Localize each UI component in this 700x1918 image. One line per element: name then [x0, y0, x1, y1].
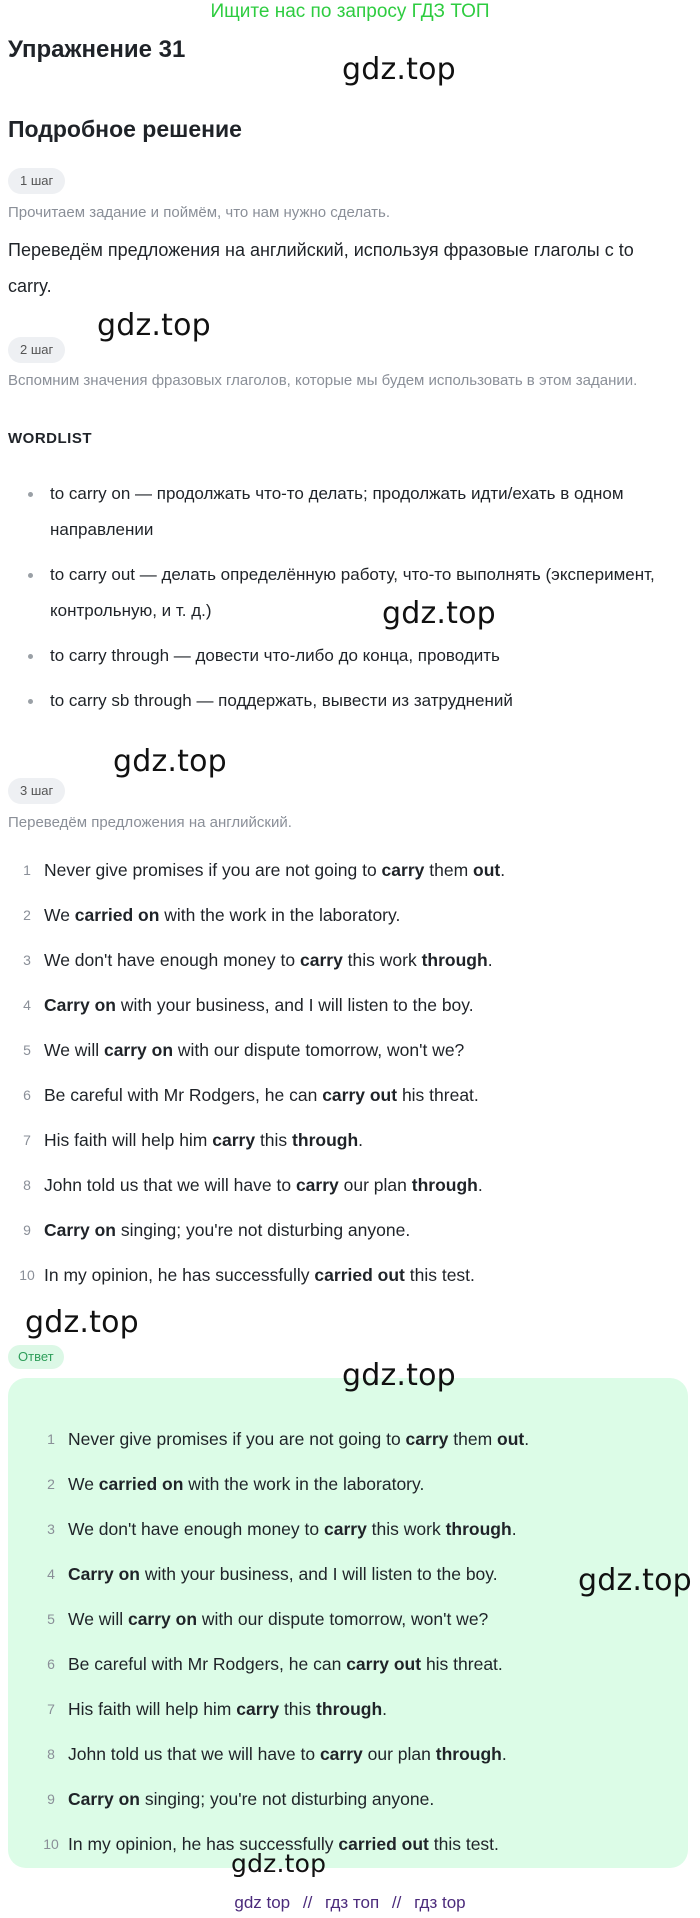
phrasal-verb: Carry on	[44, 995, 116, 1015]
phrasal-verb: through	[411, 1175, 478, 1195]
footer-link[interactable]: гдз топ	[325, 1893, 380, 1912]
answer-sentence-list	[38, 1417, 658, 1867]
phrasal-verb: carry on	[127, 1609, 198, 1629]
watermark: gdz.top	[113, 744, 227, 779]
sentence-item	[14, 1163, 674, 1208]
sentence-item	[14, 1253, 674, 1298]
sentence-number: 9	[47, 1791, 55, 1807]
wordlist-heading: WORDLIST	[8, 430, 92, 447]
sentence-item	[38, 1732, 658, 1777]
phrasal-verb: Carry on	[68, 1564, 140, 1584]
sentence-text: In my opinion, he has successfully carried out this test.	[68, 1834, 499, 1854]
page-title: Упражнение 31	[8, 36, 186, 63]
sentence-number: 6	[23, 1087, 31, 1103]
phrasal-verb: carry	[381, 860, 425, 880]
phrasal-verb: Carry on	[44, 1220, 116, 1240]
wordlist-item: to carry out — делать определённую работу, что-то выполнять (эксперимент, контрольную, и т. д.)	[30, 557, 680, 629]
phrasal-verb: carry	[319, 1744, 363, 1764]
sentence-number: 2	[23, 907, 31, 923]
sentence-text: We carried on with the work in the laboratory.	[68, 1474, 425, 1494]
sentence-text: John told us that we will have to carry our plan through.	[68, 1744, 507, 1764]
sentence-number: 2	[47, 1476, 55, 1492]
phrasal-verb: carried on	[98, 1474, 184, 1494]
sentence-number: 5	[47, 1611, 55, 1627]
phrasal-verb: carry out	[322, 1085, 398, 1105]
footer-separator: //	[302, 1893, 313, 1912]
sentence-text: In my opinion, he has successfully carried out this test.	[44, 1265, 475, 1285]
sentence-number: 5	[23, 1042, 31, 1058]
watermark: gdz.top	[231, 1849, 327, 1878]
sentence-number: 10	[19, 1267, 35, 1283]
phrasal-verb: out	[473, 860, 501, 880]
sentence-number: 8	[23, 1177, 31, 1193]
step2-hint: Вспомним значения фразовых глаголов, которые мы будем использовать в этом задании.	[8, 372, 638, 389]
sentence-text: His faith will help him carry this through.	[68, 1699, 388, 1719]
step-badge-3: 3 шаг	[8, 778, 65, 804]
step3-hint: Переведём предложения на английский.	[8, 814, 292, 831]
sentence-item	[38, 1822, 658, 1867]
sentence-text: Carry on with your business, and I will listen to the boy.	[44, 995, 474, 1015]
sentence-text: We carried on with the work in the laboratory.	[44, 905, 401, 925]
sentence-number: 7	[23, 1132, 31, 1148]
sentence-number: 9	[23, 1222, 31, 1238]
sentence-number: 4	[23, 997, 31, 1013]
phrasal-verb: through	[421, 950, 488, 970]
sentence-item	[38, 1507, 658, 1552]
footer-link[interactable]: gdz top	[234, 1893, 291, 1912]
phrasal-verb: through	[292, 1130, 359, 1150]
phrasal-verb: carry out	[346, 1654, 422, 1674]
sentence-item	[38, 1417, 658, 1462]
sentence-number: 4	[47, 1566, 55, 1582]
step1-hint: Прочитаем задание и поймём, что нам нужно сделать.	[8, 204, 391, 221]
phrasal-verb: through	[316, 1699, 383, 1719]
sentence-text: Carry on singing; you're not disturbing anyone.	[68, 1789, 435, 1809]
sentence-text: Carry on with your business, and I will listen to the boy.	[68, 1564, 498, 1584]
sentence-text: We don't have enough money to carry this work through.	[68, 1519, 517, 1539]
phrasal-verb: Carry on	[68, 1789, 140, 1809]
answer-badge: Ответ	[8, 1345, 64, 1369]
wordlist	[30, 476, 680, 728]
sentence-text: His faith will help him carry this through.	[44, 1130, 364, 1150]
step-badge-1: 1 шаг	[8, 168, 65, 194]
sentence-item	[14, 938, 674, 983]
sentence-number: 8	[47, 1746, 55, 1762]
sentence-number: 7	[47, 1701, 55, 1717]
sentence-item	[14, 1118, 674, 1163]
phrasal-verb: through	[435, 1744, 502, 1764]
sentence-item	[38, 1552, 658, 1597]
sentence-item	[14, 1073, 674, 1118]
sentence-item	[38, 1687, 658, 1732]
sentence-text: Be careful with Mr Rodgers, he can carry out his threat.	[68, 1654, 503, 1674]
sentence-text: John told us that we will have to carry our plan through.	[44, 1175, 483, 1195]
sentence-number: 1	[23, 862, 31, 878]
watermark: gdz.top	[382, 596, 496, 631]
sentence-item	[14, 893, 674, 938]
phrasal-verb: carry	[299, 950, 343, 970]
phrasal-verb: out	[497, 1429, 525, 1449]
phrasal-verb: carry on	[103, 1040, 174, 1060]
sentence-text: Be careful with Mr Rodgers, he can carry out his threat.	[44, 1085, 479, 1105]
wordlist-item: to carry on — продолжать что-то делать; продолжать идти/ехать в одном направлении	[30, 476, 680, 548]
sentence-item	[14, 848, 674, 893]
phrasal-verb: carry	[236, 1699, 280, 1719]
wordlist-item: to carry sb through — поддержать, вывести из затруднений	[30, 683, 680, 719]
sentence-item	[14, 983, 674, 1028]
sentence-item	[38, 1462, 658, 1507]
sentence-text: Carry on singing; you're not disturbing anyone.	[44, 1220, 411, 1240]
sentence-text: We will carry on with our dispute tomorrow, won't we?	[44, 1040, 465, 1060]
sentence-number: 10	[43, 1836, 59, 1852]
sentence-number: 6	[47, 1656, 55, 1672]
phrasal-verb: carry	[405, 1429, 449, 1449]
phrasal-verb: carried on	[74, 905, 160, 925]
step1-text: Переведём предложения на английский, используя фразовые глаголы с to carry.	[8, 240, 634, 296]
phrasal-verb: through	[445, 1519, 512, 1539]
step-badge-2: 2 шаг	[8, 337, 65, 363]
sentence-text: We will carry on with our dispute tomorrow, won't we?	[68, 1609, 489, 1629]
footer-link[interactable]: гдз top	[414, 1893, 466, 1912]
sentence-number: 3	[23, 952, 31, 968]
search-banner: Ищите нас по запросу ГДЗ ТОП	[210, 1, 490, 22]
watermark: gdz.top	[25, 1305, 139, 1340]
watermark: gdz.top	[342, 1358, 456, 1393]
solution-sentence-list	[14, 848, 674, 1298]
sentence-text: Never give promises if you are not going to carry them out.	[44, 860, 506, 880]
wordlist-item: to carry through — довести что-либо до конца, проводить	[30, 638, 680, 674]
sentence-item	[14, 1028, 674, 1073]
sentence-number: 3	[47, 1521, 55, 1537]
sentence-text: We don't have enough money to carry this work through.	[44, 950, 493, 970]
sentence-number: 1	[47, 1431, 55, 1447]
sentence-item	[38, 1597, 658, 1642]
sentence-item	[38, 1642, 658, 1687]
sentence-text: Never give promises if you are not going to carry them out.	[68, 1429, 530, 1449]
phrasal-verb: carry	[295, 1175, 339, 1195]
footer-separator: //	[391, 1893, 402, 1912]
sentence-item	[38, 1777, 658, 1822]
phrasal-verb: carry	[323, 1519, 367, 1539]
sentence-item	[14, 1208, 674, 1253]
phrasal-verb: carried out	[338, 1834, 429, 1854]
phrasal-verb: carry	[212, 1130, 256, 1150]
watermark: gdz.top	[342, 52, 456, 87]
watermark: gdz.top	[97, 308, 211, 343]
watermark: gdz.top	[578, 1563, 692, 1598]
footer-links	[0, 1893, 700, 1913]
solution-heading: Подробное решение	[8, 116, 242, 142]
phrasal-verb: carried out	[314, 1265, 405, 1285]
